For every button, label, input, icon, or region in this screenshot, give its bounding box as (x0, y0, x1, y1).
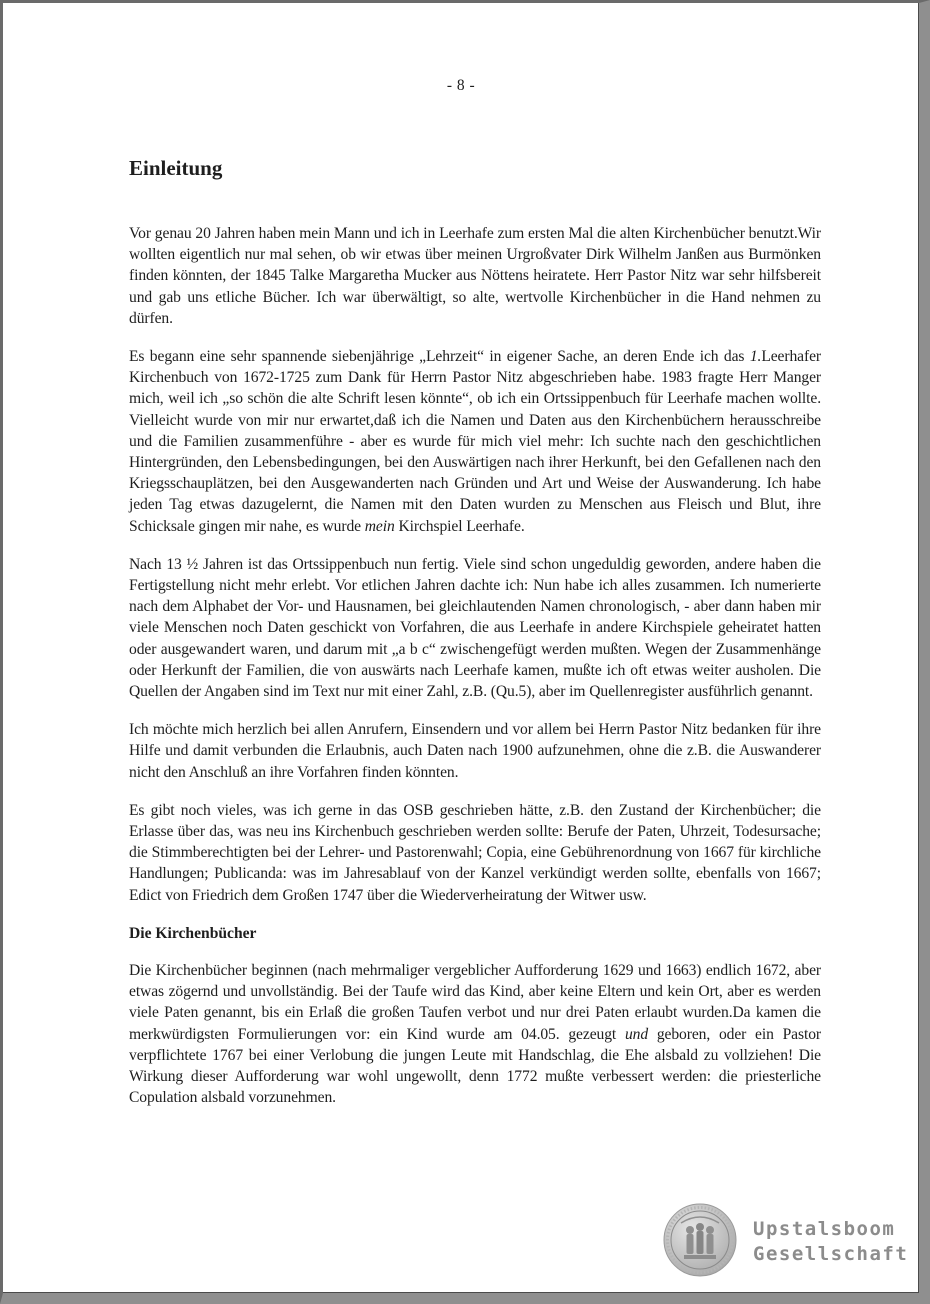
paragraph-text: Ich möchte mich herzlich bei allen Anrufern, Einsendern und vor allem bei Herrn Pastor Nitz bedanken für ihre Hilfe und damit verbunden die Erlaubnis, auch Daten nach 1900 aufzunehmen, ohne die z.B. die Auswanderer nicht den Anschluß an ihre Vorfahren finden könnten. (129, 721, 821, 781)
section-paragraph (129, 960, 821, 1108)
page-title: Einleitung (129, 156, 223, 180)
paragraph-text: Leerhafer Kirchenbuch von 1672-1725 zum Dank für Herrn Pastor Nitz abgeschrieben habe. 1983 fragte Herr Manger mich, weil ich „so schön die alte Schrift lesen könnte“, ob ich ein Ortssippenbuch für Leerhafe machen wollte. Vielleicht wurde von mir nur erwartet,daß ich die Namen und Daten aus den Kirchenbüchern herausschreibe und die Familien zusammenführe - aber es wurde für mich viel mehr: Ich suchte nach den geschichtlichen Hintergründen, den Lebensbedingungen, bei den Auswärtigen nach ihrer Herkunft, bei den Gefallenen nach den Kriegsschauplätzen, bei den Ausgewanderten nach Gründen und Art und Weise der Auswanderung. Ich habe jeden Tag etwas dazugelernt, die Namen mit den Daten wurden zu Menschen aus Fleisch und Blut, ihre Schicksale gingen mir nahe, es wurde (129, 348, 821, 535)
paragraph-text: Nach 13 ½ Jahren ist das Ortssippenbuch nun fertig. Viele sind schon ungeduldig geworden, andere haben die Fertigstellung nicht mehr erlebt. Vor etlichen Jahren dachte ich: Nun habe ich alles zusammen. Ich numerierte nach dem Alphabet der Vor- und Hausnamen, bei gleichlautenden Namen chronologisch, - aber dann haben mir viele Menschen noch Daten geschickt von Vorfahren, die aus Leerhafe in andere Kirchspiele geheiratet hatten oder ausgewandert waren, und darum mit „a b c“ zwischengefügt werden mußten. Wegen der Zusammenhänge oder Herkunft der Familien, die von auswärts nach Leerhafe kamen, mußte ich oft etwas weiter ausholen. Die Quellen der Angaben sind im Text nur mit einer Zahl, z.B. (Qu.5), aber im Quellenregister ausführlich genannt. (129, 555, 821, 701)
paragraph-3 (129, 554, 821, 702)
paragraph-text: Vor genau 20 Jahren haben mein Mann und ich in Leerhafe zum ersten Mal die alten Kirchenbücher benutzt.Wir wollten eigentlich nur mal sehen, ob wir etwas über meinen Urgroßvater Dirk Wilhelm Janßen aus Burmönken finden könnten, der 1845 Talke Margaretha Mucker aus Nöttens heiratete. Herr Pastor Nitz war sehr hilfsbereit und gab uns etliche Bücher. Ich war überwältigt, so alte, wertvolle Kirchenbücher in die Hand nehmen zu dürfen. (129, 225, 821, 327)
paragraph-emphasis: mein (364, 517, 395, 535)
logo-line-1: Upstalsboom (753, 1218, 896, 1240)
paragraph-1 (129, 223, 821, 329)
paragraph-2 (129, 346, 821, 537)
paragraph-emphasis: 1. (749, 348, 762, 366)
paragraph-text: Es begann eine sehr spannende siebenjährige „Lehrzeit“ in eigener Sache, an deren Ende ich das (129, 348, 750, 366)
paragraph-text: Es gibt noch vieles, was ich gerne in das OSB geschrieben hätte, z.B. den Zustand der Kirchenbücher; die Erlasse über das, was neu ins Kirchenbuch geschrieben werden sollte: Berufe der Paten, Uhrzeit, Todesursache; die Stimmberechtigten bei der Lehrer- und Pastorenwahl; Copia, eine Gebührenordnung von 1667 für kirchliche Handlungen; Publicanda: was im Jahresablauf von der Kanzel verkündigt werden sollte, ebenfalls von 1667; Edict von Friedrich dem Großen 1747 über die Wiederverheiratung der Witwer usw. (129, 801, 821, 904)
paragraph-emphasis: und (624, 1025, 649, 1043)
logo-text (753, 1217, 908, 1267)
section-heading: Die Kirchenbücher (129, 924, 257, 942)
paragraph-text: geboren, oder ein Pastor verpflichtete 1767 bei einer Verlobung die jungen Leute mit Handschlag, die Ehe alsbald zu vollziehen! Die Wirkung dieser Aufforderung war wohl ungewollt, denn 1772 mußte verbessert werden: die priesterliche Copulation alsbald vorzunehmen. (129, 1025, 821, 1107)
society-logo (663, 1203, 909, 1279)
paragraph-5 (129, 800, 821, 906)
page-number: - 8 - (446, 77, 476, 94)
seal-emblem-icon (663, 1203, 737, 1277)
logo-line-2: Gesellschaft (753, 1243, 909, 1265)
paragraph-text: Die Kirchenbücher beginnen (nach mehrmaliger vergeblicher Aufforderung 1629 und 1663) endlich 1672, aber etwas zögernd und unvollständig. Bei der Taufe wird das Kind, aber keine Eltern und kein Ort, aber es werden viele Paten genannt, bis ein Erlaß die großen Taufen verbot und nur drei Paten erlaubt wurden.Da kamen die merkwürdigsten Formulierungen vor: ein Kind wurde am 04.05. gezeugt (129, 961, 821, 1043)
document-body (129, 153, 821, 1125)
paragraph-4 (129, 719, 821, 783)
paragraph-text: Kirchspiel Leerhafe. (394, 517, 525, 535)
